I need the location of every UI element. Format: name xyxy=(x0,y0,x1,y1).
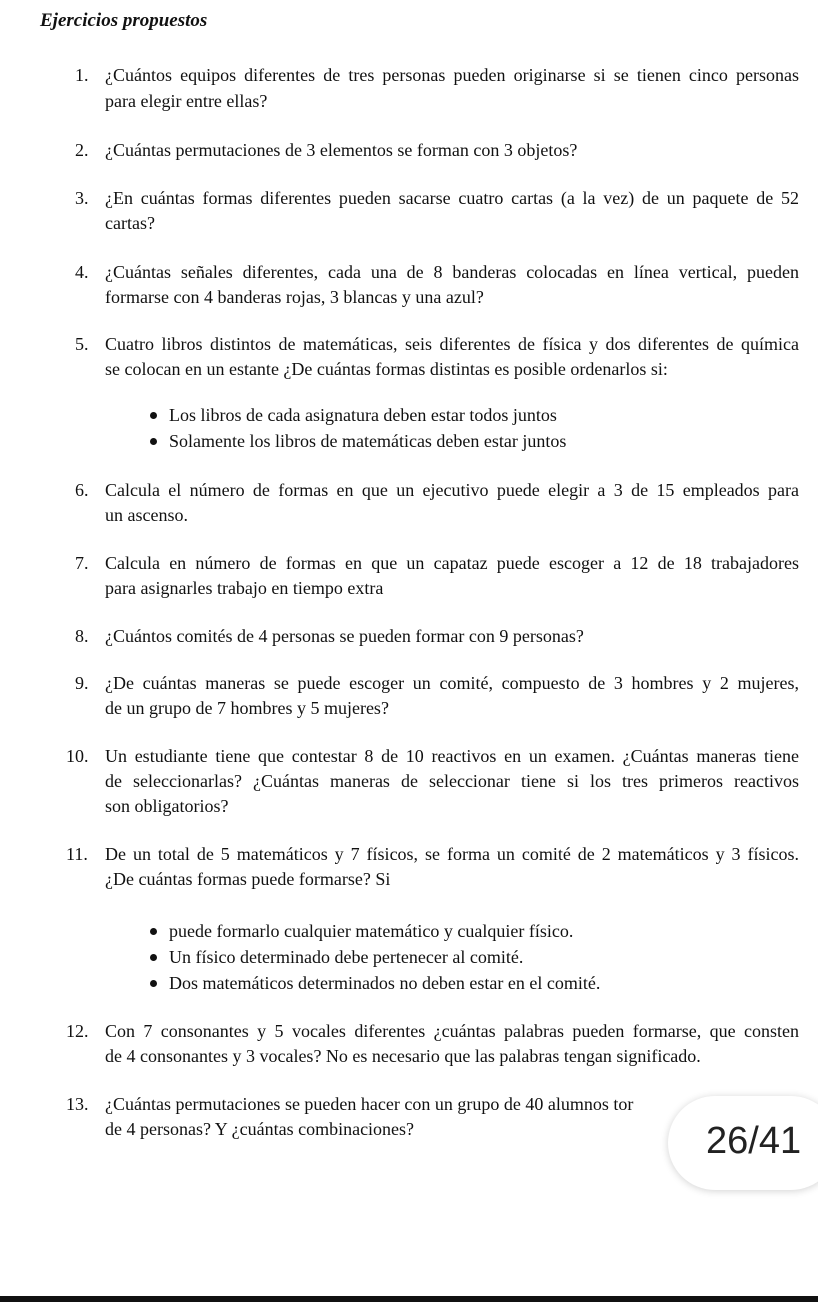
bullet-icon xyxy=(150,438,157,445)
bullet-icon xyxy=(150,928,157,935)
exercise-text: un ascenso. xyxy=(105,505,188,525)
exercise-text: Calcula en número de formas en que un capataz puede escoger a 12 de 18 trabajadores xyxy=(105,553,799,573)
bullet-text: puede formarlo cualquier matemático y cualquier físico. xyxy=(169,921,574,941)
exercise-text: de 4 consonantes y 3 vocales? No es necesario que las palabras tengan significado. xyxy=(105,1046,701,1066)
bullet-text: Un físico determinado debe pertenecer al comité. xyxy=(169,947,524,967)
exercise-number: 13. xyxy=(66,1094,89,1114)
exercise-number: 4. xyxy=(75,262,89,282)
exercise-number: 8. xyxy=(75,626,89,646)
exercise-text: Con 7 consonantes y 5 vocales diferentes ¿cuántas palabras pueden formarse, que consten xyxy=(105,1021,799,1041)
exercise-number: 5. xyxy=(75,334,89,354)
exercise-text: de un grupo de 7 hombres y 5 mujeres? xyxy=(105,698,389,718)
exercise-text: ¿Cuántos equipos diferentes de tres personas pueden originarse si se tienen cinco personas xyxy=(105,65,799,85)
exercise-text: ¿Cuántas permutaciones de 3 elementos se forman con 3 objetos? xyxy=(105,140,578,160)
page-indicator-label: 26/41 xyxy=(706,1120,802,1162)
exercise-text: son obligatorios? xyxy=(105,796,229,816)
exercise-text: ¿Cuántos comités de 4 personas se pueden formar con 9 personas? xyxy=(105,626,584,646)
bullet-icon xyxy=(150,980,157,987)
exercise-text: de 4 personas? Y ¿cuántas combinaciones? xyxy=(105,1119,415,1139)
bullet-text: Dos matemáticos determinados no deben estar en el comité. xyxy=(169,973,601,993)
page-indicator[interactable] xyxy=(668,1096,818,1190)
exercise-text: formarse con 4 banderas rojas, 3 blancas y una azul? xyxy=(105,287,484,307)
exercise-text: ¿De cuántas maneras se puede escoger un comité, compuesto de 3 hombres y 2 mujeres, xyxy=(105,673,799,693)
exercise-text: cartas? xyxy=(105,213,155,233)
exercise-number: 10. xyxy=(66,746,89,766)
bottom-edge-bar xyxy=(0,1296,818,1302)
bullet-text: Los libros de cada asignatura deben estar todos juntos xyxy=(169,405,557,425)
exercise-text: De un total de 5 matemáticos y 7 físicos, se forma un comité de 2 matemáticos y 3 físicos. xyxy=(105,844,799,864)
exercise-text: ¿Cuántas señales diferentes, cada una de 8 banderas colocadas en línea vertical, pueden xyxy=(105,262,799,282)
exercise-text: Un estudiante tiene que contestar 8 de 10 reactivos en un examen. ¿Cuántas maneras tiene xyxy=(105,746,799,766)
exercise-number: 1. xyxy=(75,65,89,85)
exercise-text: Cuatro libros distintos de matemáticas, seis diferentes de física y dos diferentes de química xyxy=(105,334,799,354)
exercise-text: de seleccionarlas? ¿Cuántas maneras de seleccionar tiene si los tres primeros reactivos xyxy=(105,771,799,791)
section-title: Ejercicios propuestos xyxy=(40,10,208,31)
bullet-text: Solamente los libros de matemáticas deben estar juntos xyxy=(169,431,567,451)
exercise-number: 3. xyxy=(75,188,89,208)
exercise-number: 11. xyxy=(66,844,88,864)
exercise-text: ¿En cuántas formas diferentes pueden sacarse cuatro cartas (a la vez) de un paquete de 52 xyxy=(105,188,799,208)
exercise-text: ¿Cuántas permutaciones se pueden hacer con un grupo de 40 alumnos tor xyxy=(105,1094,634,1114)
exercise-number: 12. xyxy=(66,1021,89,1041)
exercise-text: se colocan en un estante ¿De cuántas formas distintas es posible ordenarlos si: xyxy=(105,359,668,379)
exercise-number: 2. xyxy=(75,140,89,160)
bullet-icon xyxy=(150,954,157,961)
exercise-number: 9. xyxy=(75,673,89,693)
exercise-number: 7. xyxy=(75,553,89,573)
exercise-text: para asignarles trabajo en tiempo extra xyxy=(105,578,384,598)
exercise-number: 6. xyxy=(75,480,89,500)
bullet-icon xyxy=(150,412,157,419)
exercise-text: para elegir entre ellas? xyxy=(105,91,268,111)
exercise-text: ¿De cuántas formas puede formarse? Si xyxy=(105,869,391,889)
exercise-text: Calcula el número de formas en que un ejecutivo puede elegir a 3 de 15 empleados para xyxy=(105,480,799,500)
